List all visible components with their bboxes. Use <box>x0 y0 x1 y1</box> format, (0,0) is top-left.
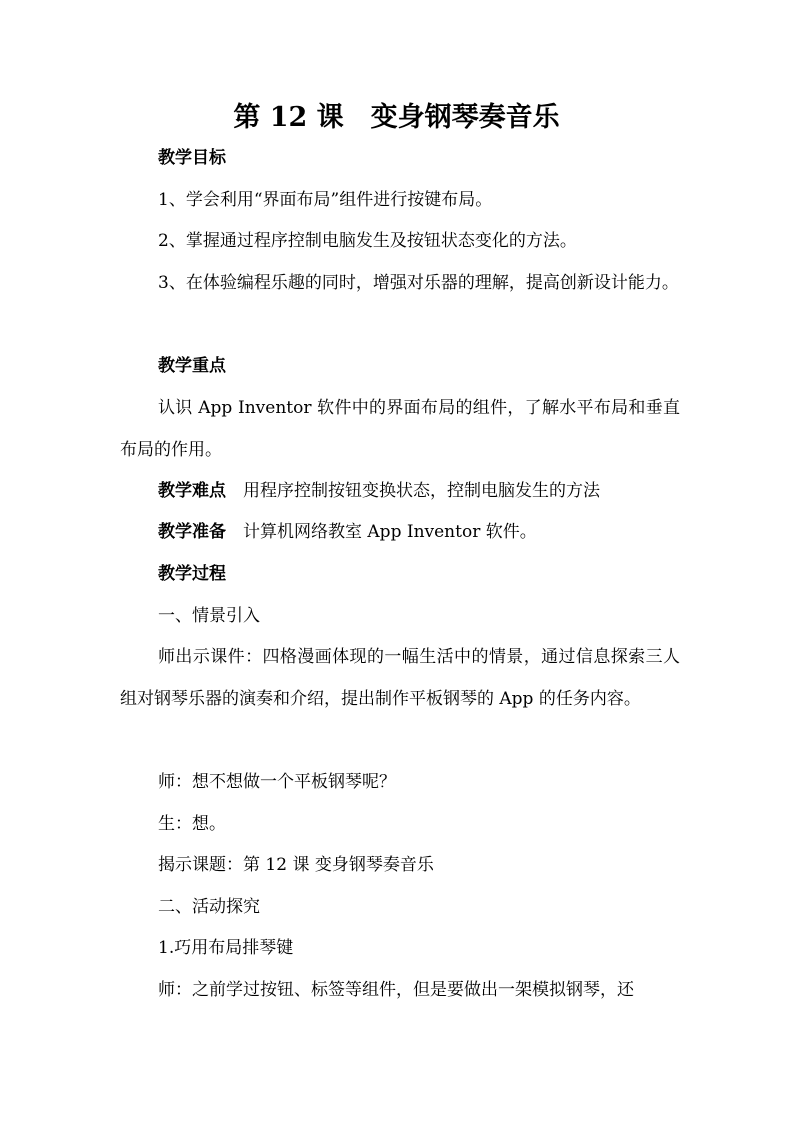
part2-heading: 二、活动探究 <box>158 897 260 917</box>
keypoints-heading: 教学重点 <box>158 356 226 376</box>
part1-heading: 一、情景引入 <box>158 606 260 626</box>
part2-paragraph-1: 师：之前学过按钮、标签等组件，但是要做出一架模拟钢琴，还 <box>158 980 634 1000</box>
objectives-heading: 教学目标 <box>158 148 226 168</box>
difficulty-text: 用程序控制按钮变换状态，控制电脑发生的方法 <box>226 481 600 501</box>
part2-subheading-1: 1.巧用布局排琴键 <box>158 938 294 958</box>
process-heading: 教学过程 <box>158 564 226 584</box>
keypoints-text: 认识 App Inventor 软件中的界面布局的组件，了解水平布局和垂直布局的作用。 <box>120 398 680 460</box>
objective-3: 3、在体验编程乐趣的同时，增强对乐器的理解，提高创新设计能力。 <box>158 273 679 293</box>
difficulty-label: 教学难点 <box>158 481 226 501</box>
difficulty-paragraph <box>120 471 680 513</box>
objective-2: 2、掌握通过程序控制电脑发生及按钮状态变化的方法。 <box>158 231 577 251</box>
prep-text: 计算机网络教室 App Inventor 软件。 <box>226 522 537 542</box>
part1-paragraph-1: 师出示课件：四格漫画体现的一幅生活中的情景，通过信息探索三人组对钢琴乐器的演奏和介绍，提出制作平板钢琴的 App 的任务内容。 <box>120 647 680 709</box>
objective-1: 1、学会利用“界面布局”组件进行按键布局。 <box>158 190 493 210</box>
part1-paragraph-3: 生：想。 <box>158 814 226 834</box>
part1-paragraph-2: 师：想不想做一个平板钢琴呢？ <box>158 772 396 792</box>
page-title: 第 12 课 变身钢琴奏音乐 <box>233 102 560 133</box>
prep-label: 教学准备 <box>158 522 226 542</box>
prep-paragraph <box>120 512 680 554</box>
part1-paragraph-4: 揭示课题：第 12 课 变身钢琴奏音乐 <box>158 855 434 875</box>
